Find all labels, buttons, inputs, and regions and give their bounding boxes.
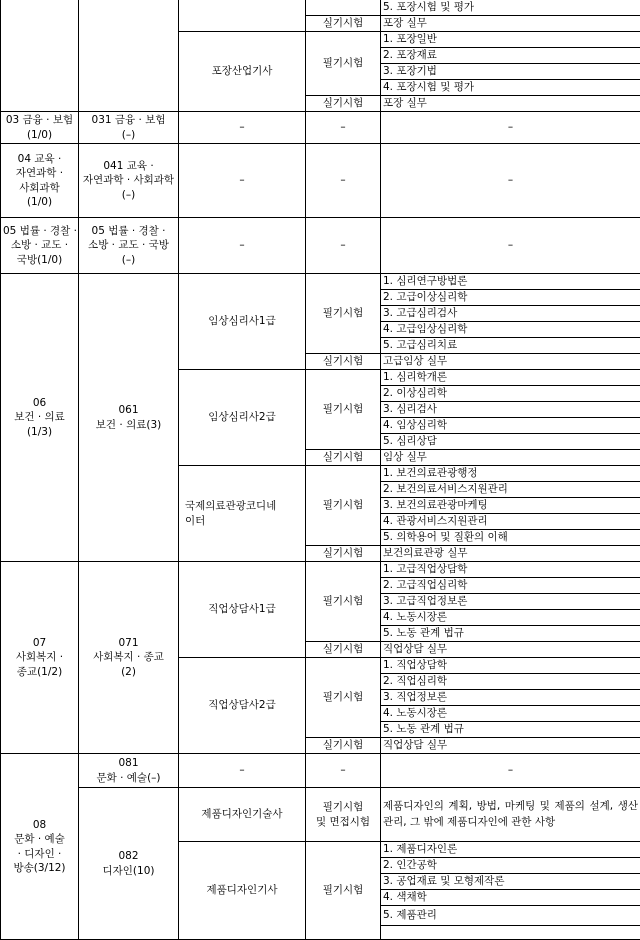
exam-type-cell: 실기시험 — [306, 546, 381, 562]
dash-cell: – — [179, 754, 306, 788]
qualification-name: 임상심리사2급 — [179, 370, 306, 466]
exam-type-cell — [306, 0, 381, 16]
subject-line: 3. 포장기법 — [381, 64, 640, 80]
subject-line: 4. 임상심리학 — [381, 418, 640, 434]
subject-line: 2. 인간공학 — [381, 858, 640, 874]
subject-line: 3. 직업정보론 — [381, 690, 640, 706]
subcategory-cell: 082 디자인(10) — [79, 788, 179, 940]
exam-type-cell: 필기시험 — [306, 32, 381, 96]
category-cell: 07 사회복지 · 종교(1/2) — [1, 562, 79, 754]
subject-line: 5. 심리상담 — [381, 434, 640, 450]
category-cell: 06 보건 · 의료 (1/3) — [1, 274, 79, 562]
exam-type-cell: 실기시험 — [306, 738, 381, 754]
category-cell: 04 교육 · 자연과학 · 사회과학 (1/0) — [1, 144, 79, 218]
exam-type-cell: 실기시험 — [306, 96, 381, 112]
subject-line: 2. 이상심리학 — [381, 386, 640, 402]
subject-line: 5. 제품관리 — [381, 906, 640, 926]
exam-type-cell: 필기시험 — [306, 658, 381, 738]
subject-cell: 보건의료관광 실무 — [381, 546, 640, 562]
subject-line: 4. 관광서비스지원관리 — [381, 514, 640, 530]
exam-type-cell: 필기시험 — [306, 842, 381, 940]
subcategory-cell: 031 금융 · 보험 (–) — [79, 112, 179, 144]
exam-type-cell: 필기시험 — [306, 466, 381, 546]
subject-line: 1. 심리학개론 — [381, 370, 640, 386]
subject-line: 2. 보건의료서비스지원관리 — [381, 482, 640, 498]
qualification-name: 포장산업기사 — [179, 32, 306, 112]
subject-line: 1. 직업상담학 — [381, 658, 640, 674]
subject-line: 3. 고급심리검사 — [381, 306, 640, 322]
exam-type-cell: 실기시험 — [306, 642, 381, 658]
qualification-cell-prev — [179, 0, 306, 32]
exam-type-cell: 필기시험 및 면접시험 — [306, 788, 381, 842]
qualification-name: 제품디자인기사 — [179, 842, 306, 940]
subject-cell: 제품디자인의 계획, 방법, 마케팅 및 제품의 설계, 생산관리, 그 밖에 제품디자인에 관한 사항 — [381, 788, 640, 842]
subject-cell: 5. 포장시험 및 평가 — [381, 0, 640, 16]
subject-line: 1. 포장일반 — [381, 32, 640, 48]
exam-type-cell: 실기시험 — [306, 450, 381, 466]
subject-line: 1. 고급직업상담학 — [381, 562, 640, 578]
exam-type-cell: 필기시험 — [306, 370, 381, 450]
dash-cell: – — [306, 218, 381, 274]
dash-cell: – — [381, 144, 640, 218]
category-cell: 05 법률 · 경찰 · 소방 · 교도 · 국방(1/0) — [1, 218, 79, 274]
dash-cell: – — [381, 218, 640, 274]
subject-line: 3. 보건의료관광마케팅 — [381, 498, 640, 514]
subject-line: 2. 포장재료 — [381, 48, 640, 64]
subject-line: 5. 의학용어 및 질환의 이해 — [381, 530, 640, 546]
qualification-name: 국제의료관광코디네 이터 — [179, 466, 306, 562]
subject-line: 4. 노동시장론 — [381, 610, 640, 626]
subcategory-cell: 05 법률 · 경찰 · 소방 · 교도 · 국방 (–) — [79, 218, 179, 274]
subject-line: 1. 보건의료관광행정 — [381, 466, 640, 482]
subject-cell: 포장 실무 — [381, 16, 640, 32]
dash-cell: – — [306, 144, 381, 218]
qualification-name: 제품디자인기술사 — [179, 788, 306, 842]
subject-line: 4. 포장시험 및 평가 — [381, 80, 640, 96]
subject-line: 2. 직업심리학 — [381, 674, 640, 690]
subject-line: 2. 고급직업심리학 — [381, 578, 640, 594]
dash-cell: – — [381, 112, 640, 144]
subject-line: 3. 심리검사 — [381, 402, 640, 418]
subject-line: 5. 고급심리치료 — [381, 338, 640, 354]
subcategory-cell: 071 사회복지 · 종교 (2) — [79, 562, 179, 754]
subcategory-cell: 041 교육 · 자연과학 · 사회과학 (–) — [79, 144, 179, 218]
subject-line: 1. 제품디자인론 — [381, 842, 640, 858]
subcategory-cell: 081 문화 · 예술(–) — [79, 754, 179, 788]
subject-cell: 직업상담 실무 — [381, 738, 640, 754]
subject-line: 2. 고급이상심리학 — [381, 290, 640, 306]
subject-line: 1. 심리연구방법론 — [381, 274, 640, 290]
subject-line: 3. 고급직업정보론 — [381, 594, 640, 610]
exam-type-cell: 실기시험 — [306, 354, 381, 370]
dash-cell: – — [306, 112, 381, 144]
subject-cell: 임상 실무 — [381, 450, 640, 466]
exam-type-cell: 실기시험 — [306, 16, 381, 32]
category-cell: 03 금융 · 보험 (1/0) — [1, 112, 79, 144]
subject-line: 4. 색채학 — [381, 890, 640, 906]
subject-cell: 고급임상 실무 — [381, 354, 640, 370]
dash-cell: – — [179, 218, 306, 274]
subject-line: 4. 노동시장론 — [381, 706, 640, 722]
subject-cell: 직업상담 실무 — [381, 642, 640, 658]
subject-line: 5. 노동 관계 법규 — [381, 626, 640, 642]
subject-line: 5. 노동 관계 법규 — [381, 722, 640, 738]
qualification-name: 직업상담사1급 — [179, 562, 306, 658]
category-cell-prev — [1, 0, 79, 112]
qualification-name: 직업상담사2급 — [179, 658, 306, 754]
dash-cell: – — [306, 754, 381, 788]
subject-line: 3. 공업재료 및 모형제작론 — [381, 874, 640, 890]
dash-cell: – — [179, 112, 306, 144]
dash-cell: – — [381, 754, 640, 788]
subject-line: 4. 고급임상심리학 — [381, 322, 640, 338]
exam-type-cell: 필기시험 — [306, 274, 381, 354]
subcategory-cell: 061 보건 · 의료(3) — [79, 274, 179, 562]
dash-cell: – — [179, 144, 306, 218]
subject-cell: 포장 실무 — [381, 96, 640, 112]
subcategory-cell-prev — [79, 0, 179, 112]
qualification-name: 임상심리사1급 — [179, 274, 306, 370]
category-cell: 08 문화 · 예술 · 디자인 · 방송(3/12) — [1, 754, 79, 940]
exam-type-cell: 필기시험 — [306, 562, 381, 642]
subject-line-empty — [381, 926, 640, 940]
